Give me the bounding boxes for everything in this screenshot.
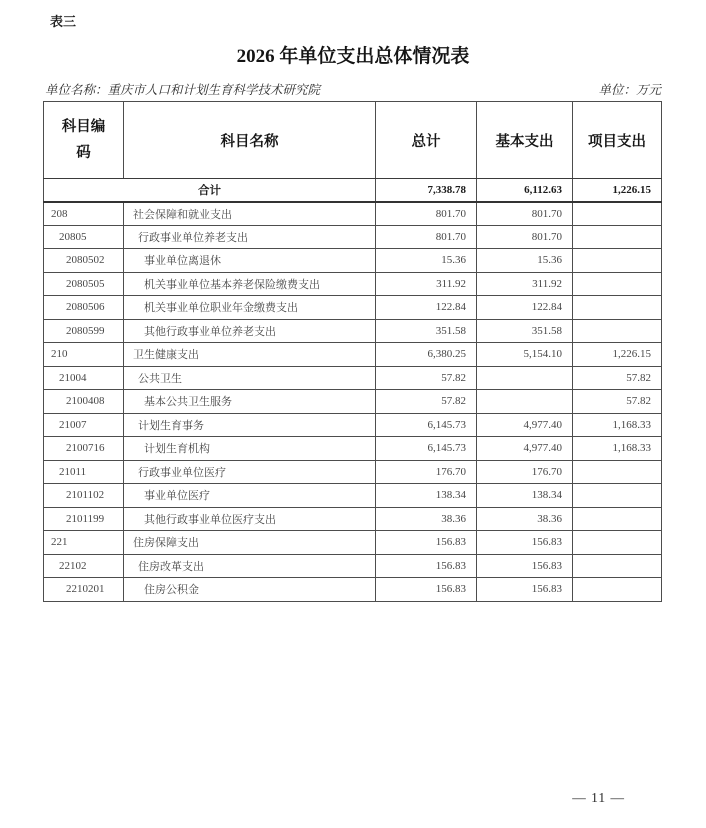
project-expenditure-cell: [573, 460, 662, 484]
basic-expenditure-cell: 4,977.40: [477, 437, 573, 461]
currency-unit-label: 单位：万元: [598, 83, 661, 97]
project-expenditure-cell: 57.82: [573, 366, 662, 390]
project-expenditure-cell: 1,168.33: [573, 413, 662, 437]
subject-name-cell: 住房改革支出: [124, 554, 376, 578]
subject-name-cell: 计划生育事务: [124, 413, 376, 437]
subject-code-cell: 21004: [44, 366, 124, 390]
subject-name-cell: 计划生育机构: [124, 437, 376, 461]
table-row: [44, 507, 662, 531]
basic-expenditure-cell: 4,977.40: [477, 413, 573, 437]
total-cell: 6,145.73: [376, 437, 477, 461]
subject-name-cell: 事业单位离退休: [124, 249, 376, 273]
subject-code-cell: 210: [44, 343, 124, 367]
table-row: [44, 531, 662, 555]
basic-expenditure-cell: 176.70: [477, 460, 573, 484]
subject-code-cell: 2080599: [44, 319, 124, 343]
header-subject-code: [44, 102, 124, 179]
table-row: [44, 366, 662, 390]
table-row: [44, 319, 662, 343]
basic-expenditure-cell: 38.36: [477, 507, 573, 531]
header-subject-code-line2: 码: [76, 145, 91, 161]
total-cell: 156.83: [376, 531, 477, 555]
basic-expenditure-cell: 156.83: [477, 554, 573, 578]
total-cell: 156.83: [376, 578, 477, 602]
grand-total-project-value: 1,226.15: [573, 179, 662, 202]
page-title: 2026 年单位支出总体情况表: [236, 46, 470, 67]
basic-expenditure-cell: 5,154.10: [477, 343, 573, 367]
subject-name-cell: 基本公共卫生服务: [124, 390, 376, 414]
table-row: [44, 578, 662, 602]
total-cell: 351.58: [376, 319, 477, 343]
basic-expenditure-cell: 15.36: [477, 249, 573, 273]
basic-expenditure-cell: 801.70: [477, 202, 573, 226]
total-cell: 15.36: [376, 249, 477, 273]
grand-total-value: 7,338.78: [376, 179, 477, 202]
subject-code-cell: 208: [44, 202, 124, 226]
header-subject-name: 科目名称: [124, 102, 376, 179]
project-expenditure-cell: [573, 578, 662, 602]
basic-expenditure-cell: [477, 390, 573, 414]
table-tag: 表三: [50, 14, 77, 29]
subject-name-cell: 其他行政事业单位养老支出: [124, 319, 376, 343]
total-cell: 57.82: [376, 390, 477, 414]
basic-expenditure-cell: [477, 366, 573, 390]
table-row: [44, 460, 662, 484]
basic-expenditure-cell: 156.83: [477, 578, 573, 602]
table-row: [44, 272, 662, 296]
header-basic-expenditure: 基本支出: [477, 102, 573, 179]
subject-name-cell: 卫生健康支出: [124, 343, 376, 367]
total-cell: 57.82: [376, 366, 477, 390]
subject-name-cell: 机关事业单位职业年金缴费支出: [124, 296, 376, 320]
table-row: [44, 202, 662, 226]
subject-code-cell: 20805: [44, 225, 124, 249]
project-expenditure-cell: 57.82: [573, 390, 662, 414]
subject-code-cell: 2101102: [44, 484, 124, 508]
total-cell: 6,380.25: [376, 343, 477, 367]
table-row: [44, 296, 662, 320]
basic-expenditure-cell: 311.92: [477, 272, 573, 296]
table-row: [44, 343, 662, 367]
basic-expenditure-cell: 138.34: [477, 484, 573, 508]
subject-code-cell: 21007: [44, 413, 124, 437]
table-row: [44, 390, 662, 414]
project-expenditure-cell: 1,226.15: [573, 343, 662, 367]
subject-code-cell: 2080506: [44, 296, 124, 320]
project-expenditure-cell: [573, 272, 662, 296]
grand-total-basic-value: 6,112.63: [477, 179, 573, 202]
header-project-expenditure: 项目支出: [573, 102, 662, 179]
subject-name-cell: 行政事业单位医疗: [124, 460, 376, 484]
project-expenditure-cell: [573, 531, 662, 555]
project-expenditure-cell: [573, 296, 662, 320]
page-number: — 11 —: [572, 790, 625, 805]
header-row: [44, 102, 662, 179]
project-expenditure-cell: [573, 484, 662, 508]
subject-name-cell: 机关事业单位基本养老保险缴费支出: [124, 272, 376, 296]
total-cell: 6,145.73: [376, 413, 477, 437]
subject-name-cell: 公共卫生: [124, 366, 376, 390]
subject-name-cell: 住房保障支出: [124, 531, 376, 555]
subject-code-cell: 22102: [44, 554, 124, 578]
table-row: [44, 413, 662, 437]
subject-name-cell: 其他行政事业单位医疗支出: [124, 507, 376, 531]
project-expenditure-cell: [573, 554, 662, 578]
table-row: [44, 554, 662, 578]
project-expenditure-cell: [573, 202, 662, 226]
meta-line: [45, 80, 661, 98]
total-cell: 176.70: [376, 460, 477, 484]
table-row: [44, 484, 662, 508]
total-cell: 801.70: [376, 202, 477, 226]
unit-name-label: 单位名称：重庆市人口和计划生育科学技术研究院: [45, 83, 321, 97]
subject-code-cell: 2100716: [44, 437, 124, 461]
subject-code-cell: 2101199: [44, 507, 124, 531]
total-cell: 138.34: [376, 484, 477, 508]
total-cell: 801.70: [376, 225, 477, 249]
project-expenditure-cell: [573, 249, 662, 273]
total-cell: 311.92: [376, 272, 477, 296]
total-cell: 156.83: [376, 554, 477, 578]
project-expenditure-cell: 1,168.33: [573, 437, 662, 461]
subject-code-cell: 2080505: [44, 272, 124, 296]
table-row: [44, 249, 662, 273]
subject-name-cell: 社会保障和就业支出: [124, 202, 376, 226]
total-cell: 122.84: [376, 296, 477, 320]
grand-total-row: [44, 179, 662, 202]
subject-code-cell: 2080502: [44, 249, 124, 273]
subject-code-cell: 21011: [44, 460, 124, 484]
grand-total-label: 合计: [44, 179, 376, 202]
basic-expenditure-cell: 122.84: [477, 296, 573, 320]
subject-code-cell: 221: [44, 531, 124, 555]
basic-expenditure-cell: 801.70: [477, 225, 573, 249]
project-expenditure-cell: [573, 225, 662, 249]
subject-name-cell: 住房公积金: [124, 578, 376, 602]
header-total: 总计: [376, 102, 477, 179]
basic-expenditure-cell: 156.83: [477, 531, 573, 555]
expenditure-table: [43, 101, 662, 602]
subject-code-cell: 2100408: [44, 390, 124, 414]
project-expenditure-cell: [573, 507, 662, 531]
table-row: [44, 437, 662, 461]
project-expenditure-cell: [573, 319, 662, 343]
basic-expenditure-cell: 351.58: [477, 319, 573, 343]
header-subject-code-line1: 科目编: [61, 119, 106, 135]
subject-code-cell: 2210201: [44, 578, 124, 602]
subject-name-cell: 事业单位医疗: [124, 484, 376, 508]
subject-name-cell: 行政事业单位养老支出: [124, 225, 376, 249]
table-row: [44, 225, 662, 249]
total-cell: 38.36: [376, 507, 477, 531]
